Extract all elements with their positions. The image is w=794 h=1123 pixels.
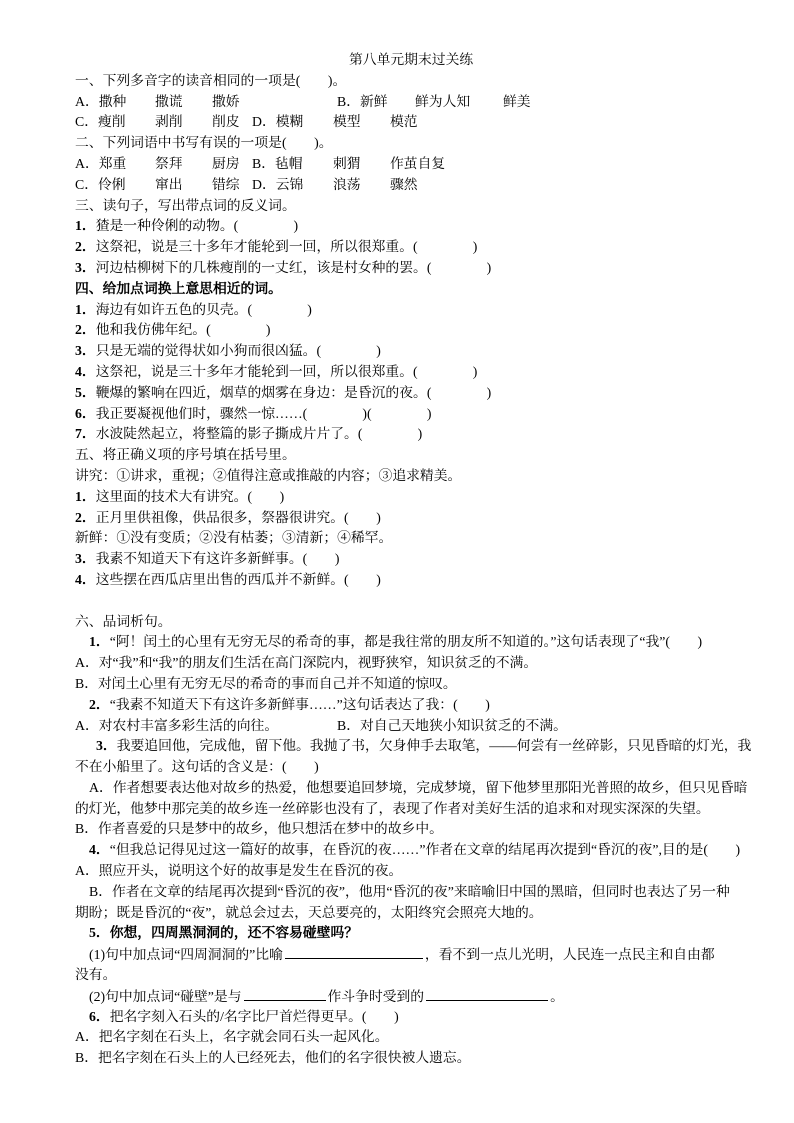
q3-item-3 [75,258,755,279]
q1-option-c-word-3: 削皮 [212,114,240,130]
q4-item-2-number: 2． [75,322,96,338]
q6-sub-4 [75,840,755,861]
q6-sub-5-part-1-suffix: ，看不到一点儿光明，人民连一点民主和自由都 [424,947,715,963]
q5-item-3-number: 3． [75,551,96,567]
q4-item-3-number: 3． [75,343,96,359]
q6-sub-4-text: “但我总记得见过这一篇好的故事，在昏沉的夜……”作者在文章的结尾再次提到“昏沉的夜”,目的是( ) [109,842,741,858]
q1-option-b-word-2: 鲜为人知 [415,93,471,109]
q6-sub-1 [75,632,755,653]
q6-sub-5 [75,923,755,944]
q6-sub-4-option-b-line-1: B．作者在文章的结尾再次提到“昏沉的夜”，他用“昏沉的夜”来暗喻旧中国的黑暗，但同时也表达了另一种 [89,883,730,899]
q6-sub-3-option-a-line-1: A．作者想要表达他对故乡的热爱，他想要追回梦境，完成梦境，留下他梦里那阳光普照的故乡，但只见昏暗 [89,779,748,795]
q2-option-a-word-3: 厨房 [212,155,240,171]
q4-item-4 [75,362,755,383]
q6-sub-5-part-1-continuation: 没有。 [75,967,117,983]
q6-sub-1-text: “阿！闰土的心里有无穷无尽的希奇的事，都是我往常的朋友所不知道的。”这句话表现了“我”( ) [109,634,703,650]
q5-item-1-text: 这里面的技术大有讲究。( ) [95,488,285,504]
q1-option-b-word-1: B．新鲜 [337,93,388,109]
q3-item-1 [75,216,755,237]
q4-item-6 [75,404,755,425]
q5-item-2-number: 2． [75,509,96,525]
q4-heading: 四、给加点词换上意思相近的词。 [75,280,282,296]
q1-option-c-word-1: C．瘦削 [75,114,126,130]
q6-sub-2-options [75,716,755,737]
q6-sub-6-number: 6． [89,1008,110,1024]
q6-sub-5-part-2-blank-2 [426,986,548,1001]
q6-sub-4-number: 4． [89,842,110,858]
q4-item-6-number: 6． [75,405,96,421]
worksheet-content [75,50,755,1069]
q2-option-b-word-3: 作茧自复 [390,155,446,171]
q6-sub-1-number: 1． [89,634,110,650]
q4-item-4-number: 4． [75,363,96,379]
q4-item-5-number: 5． [75,384,96,400]
q1-option-b-word-3: 鲜美 [503,93,531,109]
q6-sub-5-part-2-prefix: (2)句中加点词“碰壁”是与 [89,988,242,1004]
q3-item-3-number: 3． [75,259,96,275]
q6-sub-6-option-b: B．把名字刻在石头上的人已经死去，他们的名字很快被人遗忘。 [75,1050,471,1066]
q5-item-2 [75,508,755,529]
q4-item-6-text: 我正要凝视他们时，骤然一惊……( )( ) [95,405,432,421]
q2-option-c-word-1: C．伶俐 [75,176,126,192]
q6-sub-3-text-line-1: 我要追回他，完成他，留下他。我抛了书，欠身伸手去取笔，——何尝有一丝碎影，只见昏暗的灯光，我 [116,738,752,754]
q5-item-4-number: 4． [75,571,96,587]
q6-sub-5-part-2-middle: 作斗争时受到的 [327,988,425,1004]
q6-sub-3-number: 3． [96,738,117,754]
q1-option-a-word-1: A．撒种 [75,93,127,109]
q4-item-7 [75,424,755,445]
q4-item-1 [75,300,755,321]
q3-item-3-text: 河边枯柳树下的几株瘦削的一丈红，该是村女种的罢。( ) [95,259,492,275]
q2-option-b-word-1: B．毡帽 [252,155,303,171]
q6-sub-3-text-line-2: 不在小船里了。这句话的含义是：( ) [75,759,319,775]
q6-sub-6 [75,1007,755,1028]
page-title: 第八单元期末过关练 [349,52,474,67]
q2-option-a-word-2: 祭拜 [155,155,183,171]
q5-item-3 [75,549,755,570]
q4-item-2-text: 他和我仿佛年纪。( ) [95,322,271,338]
q6-sub-3-option-b: B．作者喜爱的只是梦中的故乡，他只想活在梦中的故乡中。 [75,821,443,837]
q1-option-d-word-1: D．模糊 [252,114,304,130]
q3-item-1-text: 猹是一种伶俐的动物。( ) [95,218,299,234]
q6-sub-2-number: 2． [89,696,110,712]
q2-option-c-word-2: 窜出 [155,176,183,192]
q3-heading: 三、读句子，写出带点词的反义词。 [75,197,296,213]
q4-item-4-text: 这祭祀，说是三十多年才能轮到一回，所以很郑重。( ) [95,363,478,379]
q2-heading: 二、下列词语中书写有误的一项是( )。 [75,135,333,151]
q1-option-d-word-2: 模型 [333,114,361,130]
q6-sub-5-part-2-end: 。 [550,988,564,1004]
q6-sub-4-option-b-line-2: 期盼；既是昏沉的“夜”，就总会过去，天总要亮的，太阳终究会照亮大地的。 [75,904,543,920]
q4-item-1-number: 1． [75,301,96,317]
q6-sub-2 [75,695,755,716]
q1-option-a-word-2: 撒谎 [155,93,183,109]
q4-item-7-text: 水波陡然起立，将整篇的影子撕成片片了。( ) [95,426,423,442]
q6-sub-5-part-1-prefix: (1)句中加点词“四周洞洞的”比喻 [89,947,283,963]
q5-heading: 五、将正确义项的序号填在括号里。 [75,447,296,463]
q4-item-5-text: 鞭爆的繁响在四近，烟草的烟雾在身边：是昏沉的夜。( ) [95,384,492,400]
q6-sub-5-part-2 [75,986,755,1007]
q4-item-2 [75,320,755,341]
q2-options-row-2 [75,175,755,196]
q5-item-4 [75,570,755,591]
q5-definition-jiangjiu: 讲究：①讲求，重视；②值得注意或推敲的内容；③追求精美。 [75,467,462,483]
q3-item-1-number: 1． [75,218,96,234]
section-gap [75,591,755,612]
q6-sub-1-option-b: B．对闰土心里有无穷无尽的希奇的事而自己并不知道的惊叹。 [75,675,457,691]
q4-item-5 [75,383,755,404]
q5-item-4-text: 这些摆在西瓜店里出售的西瓜并不新鲜。( ) [95,571,381,587]
q1-option-c-word-2: 剥削 [155,114,183,130]
q6-sub-5-part-2-blank-1 [244,986,326,1001]
q6-sub-3-option-a-line-2: 的灯光，他梦中那完美的故乡连一丝碎影也没有了，表现了作者对美好生活的追求和对现实深深的失望。 [75,800,710,816]
q2-option-c-word-3: 错综 [212,176,240,192]
q1-options-row-1 [75,92,755,113]
q2-option-d-word-2: 浪荡 [333,176,361,192]
q4-item-3 [75,341,755,362]
q6-sub-6-option-a: A．把名字刻在石头上，名字就会同石头一起风化。 [75,1029,389,1045]
q4-item-7-number: 7． [75,426,96,442]
q2-option-b-word-2: 刺猬 [333,155,361,171]
q5-item-2-text: 正月里供祖像，供品很多，祭器很讲究。( ) [95,509,381,525]
q6-sub-2-option-a: A．对农村丰富多彩生活的向往。 [75,717,279,733]
q6-sub-5-text: 你想，四周黑洞洞的，还不容易碰壁吗？ [109,925,359,941]
q5-item-3-text: 我素不知道天下有这许多新鲜事。( ) [95,551,340,567]
q5-item-1 [75,487,755,508]
q6-sub-4-option-a: A．照应开头，说明这个好的故事是发生在昏沉的夜。 [75,863,403,879]
q1-option-a-word-3: 撒娇 [212,93,240,109]
q2-options-row-1 [75,154,755,175]
q3-item-2 [75,237,755,258]
q2-option-d-word-1: D．云锦 [252,176,304,192]
q1-option-d-word-3: 模范 [390,114,418,130]
q6-sub-5-part-1 [75,944,755,965]
q1-heading: 一、下列多音字的读音相同的一项是( )。 [75,72,347,88]
q6-sub-6-text: 把名字刻入石头的/名字比尸首烂得更早。( ) [109,1008,399,1024]
q3-item-2-text: 这祭祀，说是三十多年才能轮到一回，所以很郑重。( ) [95,239,478,255]
q5-item-1-number: 1． [75,488,96,504]
q6-sub-5-number: 5． [89,925,110,941]
q6-sub-5-part-1-blank [285,944,423,959]
q6-sub-3-line-1 [75,736,755,757]
q6-sub-2-option-b: B．对自己天地狭小知识贫乏的不满。 [337,717,567,733]
q6-sub-2-text: “我素不知道天下有这许多新鲜事……”这句话表达了我：( ) [109,696,490,712]
q4-item-1-text: 海边有如许五色的贝壳。( ) [95,301,312,317]
q3-item-2-number: 2． [75,239,96,255]
q1-options-row-2 [75,112,755,133]
q5-definition-xinxian: 新鲜：①没有变质；②没有枯萎；③清新；④稀罕。 [75,530,393,546]
q6-sub-1-option-a: A．对“我”和“我”的朋友们生活在高门深院内，视野狭窄，知识贫乏的不满。 [75,655,538,671]
q2-option-a-word-1: A．郑重 [75,155,127,171]
q4-item-3-text: 只是无端的觉得状如小狗而很凶猛。( ) [95,343,381,359]
q6-heading: 六、品词析句。 [75,613,172,629]
q2-option-d-word-3: 骤然 [390,176,418,192]
